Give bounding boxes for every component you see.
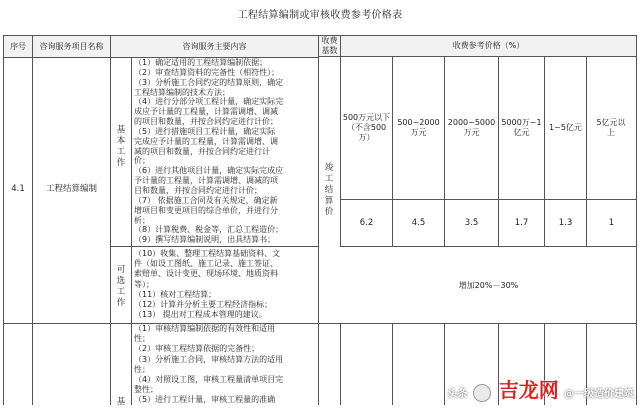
subheader-5000-1yi: 5000万~1亿元 [501, 118, 542, 137]
rule-right [636, 35, 637, 405]
table-title: 工程结算编制或审核收费参考价格表 [237, 10, 403, 21]
basic-work-line: （1）确定适用的工程结算编制依据； [134, 58, 268, 67]
rate-2000-5000: 3.5 [464, 218, 479, 228]
row2-work-line: （5）进行工程计量，审核工程量的准确 [134, 395, 276, 405]
header-content: 咨询服务主要内容 [182, 42, 247, 51]
row1-basic-label: 基本工作 [116, 125, 126, 168]
optional-work-line: 索赔单、设计变更、现场环境、地质资料 [134, 269, 278, 279]
header-base: 收费基数 [321, 36, 338, 55]
rule-left [3, 35, 4, 405]
row2-work-line: 性； [134, 334, 150, 344]
rule-rates-bottom [340, 246, 637, 247]
rule-col-base-r2 [340, 323, 341, 405]
subheader-1-5yi: 1~5亿元 [549, 123, 582, 132]
optional-work-line: （12）计算并分析主要工程经济指标； [134, 300, 273, 310]
rule-col-content [318, 35, 319, 405]
row2-work-line: （4）对照设工图，审核工程量清单项目完 [134, 375, 284, 385]
row1-basic-content [134, 58, 316, 245]
optional-work-line: 件（如设工图纸、施工记录、施工签证、 [134, 259, 278, 269]
rate-lt-500: 6.2 [359, 218, 374, 228]
row2-work-line: 整性； [134, 385, 158, 395]
optional-work-line: （10）收集、整理工程结算基础资料、文 [134, 249, 281, 258]
basic-work-line: （7） 依据施工合同及有关规定，确定新 [134, 195, 278, 205]
row2-work-line: （2）审核工程结算依据的完备性； [134, 344, 260, 354]
basic-work-line: （8）计算税费、税金等，汇总工程造价； [134, 225, 284, 235]
header-rate: 收费参考价格（%） [452, 41, 525, 50]
basic-work-line: 予计量的工程量，计算需调增、调减的项 [134, 176, 278, 186]
rule-col-item [110, 35, 111, 405]
watermark-prefix: 头条 [447, 389, 468, 400]
rule-col-r1 [392, 57, 393, 246]
basic-work-line: 工程结算编制的技术方法； [134, 87, 230, 97]
optional-rate: 增加20%－30% [458, 281, 519, 290]
basic-work-line: 减的项目和数量，并按合同约定进行计 [134, 146, 270, 156]
header-item: 咨询服务项目名称 [39, 42, 104, 51]
header-seq: 序号 [10, 42, 26, 51]
row2-work-line: 性； [134, 364, 150, 374]
rule-col-r4 [544, 57, 545, 246]
watermark-logo-icon [473, 384, 491, 402]
optional-work-line: （11）核对工程结算； [134, 289, 217, 299]
rule-col-sublabel [131, 57, 132, 405]
rule-rate-header [318, 56, 637, 57]
watermark-suffix: @一级造价建筑 [564, 389, 634, 400]
rule-col-r5 [586, 57, 587, 246]
basic-work-line: （9）撰写结算编制说明，出具结算书； [134, 235, 276, 245]
rule-col-r1-r2 [392, 323, 393, 405]
subheader-500-2000: 500~2000万元 [397, 118, 440, 137]
basic-work-line: 价； [134, 156, 150, 166]
rule-col-r2 [444, 57, 445, 246]
basic-work-line: （6）进行其他项目计量，确定实际完成应 [134, 166, 284, 176]
basic-work-line: 目和数量，并按合同约定进行计价； [134, 185, 262, 195]
basic-work-line: （5）进行措施项目工程计量，确定实际 [134, 126, 276, 136]
subheader-gt-5yi: 5亿元以上 [596, 118, 626, 137]
row1-optional-content [134, 249, 316, 320]
rate-500-2000: 4.5 [411, 218, 426, 228]
row2-work-line: （1）审核结算编制依据的有效性和适用 [134, 324, 276, 333]
subheader-lt-500: 500万元以下（不含500万） [342, 113, 391, 142]
optional-work-line: （13） 提出对工程成本管理的建议。 [134, 310, 267, 320]
basic-work-line: 的项目和数量，并按合同约定进行计价； [134, 117, 278, 127]
row2-content [134, 324, 316, 406]
watermark-brand: 吉龙网 [498, 378, 559, 402]
basic-work-line: 成应予计量的工程量，计算需调增、调减 [134, 107, 278, 117]
rule-col-r3 [498, 57, 499, 246]
optional-work-line: 等）； [134, 279, 154, 289]
rule-col-base [340, 35, 341, 246]
rule-row1-bottom [3, 323, 637, 324]
rule-col-seq [32, 35, 33, 405]
basic-work-line: （2）审查结算资料的完备性（相符性）； [134, 67, 280, 77]
basic-work-line: 完成应予计量的工程量，计算需调增、调 [134, 136, 278, 146]
row1-base-label: 竣工结算价 [324, 163, 334, 217]
row2-basic-label: 基 [116, 397, 126, 407]
watermark [447, 374, 634, 403]
subheader-2000-5000: 2000~5000万元 [447, 118, 496, 137]
basic-work-line: 增项目和变更项目的综合单价，并进行分 [134, 205, 278, 215]
row1-seq: 4.1 [11, 184, 25, 194]
basic-work-line: （3）分析施工合同约定的结算原则，确定 [134, 77, 284, 87]
basic-work-line: 析； [134, 215, 150, 225]
basic-work-line: （4）进行分部分项工程计量，确定实际完 [134, 97, 284, 107]
rate-1-5yi: 1.3 [558, 218, 573, 228]
row2-work-line: （3）分析施工合同，审核结算方法的适用 [134, 354, 284, 364]
rate-gt-5yi: 1 [608, 218, 615, 228]
row1-item: 工程结算编制 [45, 184, 97, 194]
rule-col-r2-r2 [444, 323, 445, 405]
rule-subheader-bottom [340, 199, 637, 200]
row1-optional-label: 可选工作 [116, 265, 126, 308]
rule-basic-bottom [110, 246, 318, 247]
rate-5000-1yi: 1.7 [514, 218, 529, 228]
